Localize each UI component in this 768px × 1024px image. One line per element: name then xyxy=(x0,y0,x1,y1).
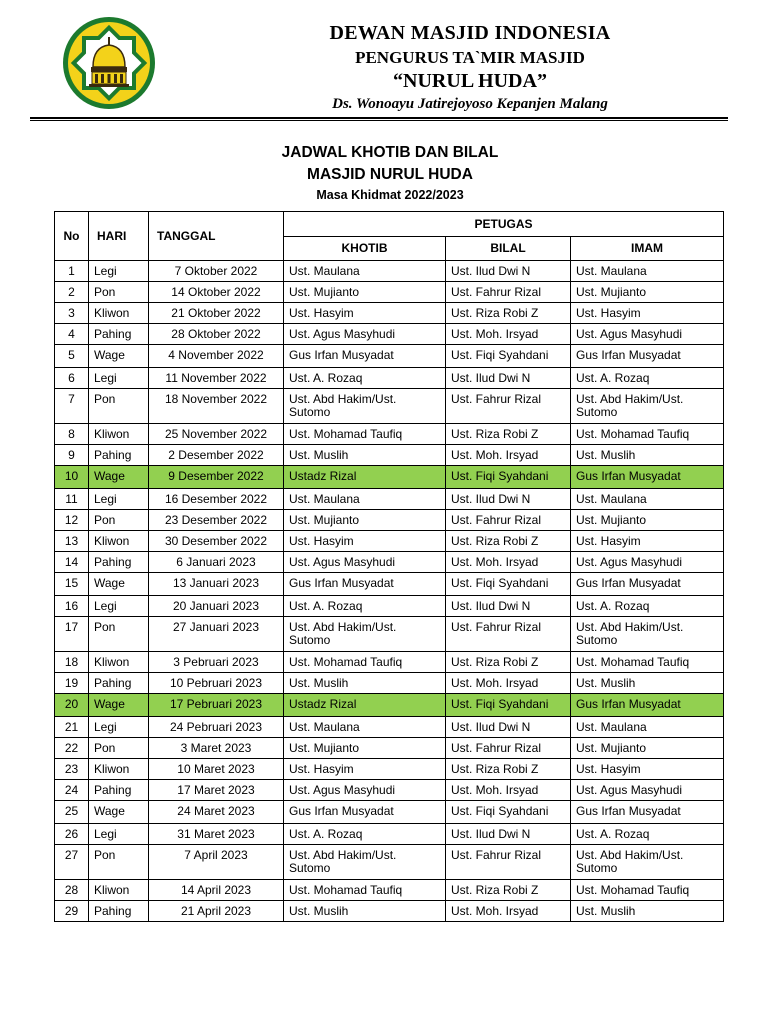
cell-khotib: Gus Irfan Musyadat xyxy=(284,573,446,596)
col-header-hari: HARI xyxy=(89,212,149,261)
cell-no: 23 xyxy=(55,759,89,780)
cell-imam: Ust. Maulana xyxy=(571,261,724,282)
cell-no: 3 xyxy=(55,303,89,324)
cell-bilal: Ust. Ilud Dwi N xyxy=(446,261,571,282)
cell-tanggal: 3 Pebruari 2023 xyxy=(149,652,284,673)
cell-imam: Ust. Agus Masyhudi xyxy=(571,324,724,345)
table-row xyxy=(55,324,724,345)
cell-khotib: Ust. Mohamad Taufiq xyxy=(284,880,446,901)
cell-no: 1 xyxy=(55,261,89,282)
cell-bilal: Ust. Riza Robi Z xyxy=(446,303,571,324)
col-header-tanggal: TANGGAL xyxy=(149,212,284,261)
cell-khotib: Ust. Mujianto xyxy=(284,510,446,531)
table-row xyxy=(55,738,724,759)
cell-hari: Wage xyxy=(89,466,149,489)
cell-tanggal: 24 Pebruari 2023 xyxy=(149,717,284,738)
cell-no: 24 xyxy=(55,780,89,801)
cell-imam: Ust. Mohamad Taufiq xyxy=(571,880,724,901)
col-header-imam: IMAM xyxy=(571,237,724,261)
cell-bilal: Ust. Fahrur Rizal xyxy=(446,389,571,424)
cell-khotib: Ust. Maulana xyxy=(284,261,446,282)
cell-bilal: Ust. Ilud Dwi N xyxy=(446,824,571,845)
table-row xyxy=(55,282,724,303)
cell-imam: Ust. Muslih xyxy=(571,673,724,694)
cell-imam: Gus Irfan Musyadat xyxy=(571,573,724,596)
cell-khotib: Ustadz Rizal xyxy=(284,694,446,717)
cell-imam: Ust. Mohamad Taufiq xyxy=(571,652,724,673)
cell-bilal: Ust. Ilud Dwi N xyxy=(446,596,571,617)
table-row xyxy=(55,694,724,717)
cell-hari: Pahing xyxy=(89,901,149,922)
cell-no: 20 xyxy=(55,694,89,717)
table-row xyxy=(55,801,724,824)
cell-no: 18 xyxy=(55,652,89,673)
table-row xyxy=(55,652,724,673)
cell-imam: Gus Irfan Musyadat xyxy=(571,694,724,717)
cell-hari: Pon xyxy=(89,282,149,303)
cell-no: 22 xyxy=(55,738,89,759)
org-name: DEWAN MASJID INDONESIA xyxy=(329,22,611,44)
cell-hari: Pahing xyxy=(89,780,149,801)
cell-imam: Ust. Muslih xyxy=(571,445,724,466)
cell-no: 5 xyxy=(55,345,89,368)
cell-tanggal: 10 Maret 2023 xyxy=(149,759,284,780)
cell-bilal: Ust. Riza Robi Z xyxy=(446,652,571,673)
col-header-no: No xyxy=(55,212,89,261)
cell-no: 4 xyxy=(55,324,89,345)
cell-bilal: Ust. Ilud Dwi N xyxy=(446,717,571,738)
col-header-petugas: PETUGAS xyxy=(284,212,724,237)
header-divider-thin xyxy=(30,120,728,121)
cell-no: 16 xyxy=(55,596,89,617)
cell-tanggal: 14 April 2023 xyxy=(149,880,284,901)
cell-bilal: Ust. Fahrur Rizal xyxy=(446,738,571,759)
cell-no: 19 xyxy=(55,673,89,694)
cell-hari: Pahing xyxy=(89,445,149,466)
cell-hari: Pahing xyxy=(89,324,149,345)
cell-imam: Ust. A. Rozaq xyxy=(571,824,724,845)
cell-bilal: Ust. Fahrur Rizal xyxy=(446,510,571,531)
cell-imam: Ust. Abd Hakim/Ust. Sutomo xyxy=(571,617,724,652)
cell-bilal: Ust. Moh. Irsyad xyxy=(446,552,571,573)
cell-tanggal: 27 Januari 2023 xyxy=(149,617,284,652)
cell-hari: Pon xyxy=(89,389,149,424)
cell-bilal: Ust. Moh. Irsyad xyxy=(446,673,571,694)
cell-hari: Kliwon xyxy=(89,531,149,552)
cell-khotib: Ust. Agus Masyhudi xyxy=(284,780,446,801)
table-row xyxy=(55,552,724,573)
cell-khotib: Gus Irfan Musyadat xyxy=(284,345,446,368)
table-row xyxy=(55,489,724,510)
cell-tanggal: 30 Desember 2022 xyxy=(149,531,284,552)
cell-bilal: Ust. Moh. Irsyad xyxy=(446,780,571,801)
cell-no: 17 xyxy=(55,617,89,652)
cell-tanggal: 17 Pebruari 2023 xyxy=(149,694,284,717)
cell-tanggal: 6 Januari 2023 xyxy=(149,552,284,573)
cell-bilal: Ust. Riza Robi Z xyxy=(446,880,571,901)
cell-imam: Ust. A. Rozaq xyxy=(571,368,724,389)
cell-no: 27 xyxy=(55,845,89,880)
table-row xyxy=(55,261,724,282)
cell-imam: Ust. Agus Masyhudi xyxy=(571,780,724,801)
cell-tanggal: 11 November 2022 xyxy=(149,368,284,389)
table-row xyxy=(55,531,724,552)
schedule-table xyxy=(54,211,724,922)
table-row xyxy=(55,424,724,445)
cell-tanggal: 20 Januari 2023 xyxy=(149,596,284,617)
cell-bilal: Ust. Fiqi Syahdani xyxy=(446,466,571,489)
cell-khotib: Ust. Mujianto xyxy=(284,738,446,759)
cell-khotib: Ust. Muslih xyxy=(284,901,446,922)
cell-bilal: Ust. Ilud Dwi N xyxy=(446,489,571,510)
cell-no: 21 xyxy=(55,717,89,738)
cell-tanggal: 18 November 2022 xyxy=(149,389,284,424)
org-subtitle: PENGURUS TA`MIR MASJID xyxy=(355,48,585,67)
cell-hari: Legi xyxy=(89,596,149,617)
cell-khotib: Ustadz Rizal xyxy=(284,466,446,489)
cell-khotib: Ust. Muslih xyxy=(284,445,446,466)
cell-imam: Ust. Maulana xyxy=(571,717,724,738)
table-row xyxy=(55,759,724,780)
cell-tanggal: 21 Oktober 2022 xyxy=(149,303,284,324)
cell-hari: Pon xyxy=(89,845,149,880)
schedule-rows xyxy=(55,261,724,922)
cell-khotib: Ust. Agus Masyhudi xyxy=(284,552,446,573)
table-row xyxy=(55,445,724,466)
cell-khotib: Ust. Hasyim xyxy=(284,759,446,780)
table-row xyxy=(55,368,724,389)
cell-no: 10 xyxy=(55,466,89,489)
table-row xyxy=(55,717,724,738)
cell-hari: Kliwon xyxy=(89,880,149,901)
cell-bilal: Ust. Fiqi Syahdani xyxy=(446,573,571,596)
cell-hari: Wage xyxy=(89,694,149,717)
cell-khotib: Ust. Mohamad Taufiq xyxy=(284,652,446,673)
table-row xyxy=(55,510,724,531)
cell-no: 28 xyxy=(55,880,89,901)
cell-khotib: Ust. Abd Hakim/Ust. Sutomo xyxy=(284,389,446,424)
cell-bilal: Ust. Fahrur Rizal xyxy=(446,282,571,303)
cell-tanggal: 4 November 2022 xyxy=(149,345,284,368)
cell-imam: Ust. Muslih xyxy=(571,901,724,922)
cell-tanggal: 2 Desember 2022 xyxy=(149,445,284,466)
table-row xyxy=(55,780,724,801)
cell-no: 2 xyxy=(55,282,89,303)
mosque-logo-icon xyxy=(61,15,157,111)
table-row xyxy=(55,389,724,424)
cell-khotib: Ust. Hasyim xyxy=(284,303,446,324)
cell-hari: Kliwon xyxy=(89,759,149,780)
document-title: JADWAL KHOTIB DAN BILAL xyxy=(281,144,499,161)
table-row xyxy=(55,845,724,880)
cell-imam: Ust. Hasyim xyxy=(571,303,724,324)
cell-no: 13 xyxy=(55,531,89,552)
cell-no: 14 xyxy=(55,552,89,573)
cell-tanggal: 23 Desember 2022 xyxy=(149,510,284,531)
cell-tanggal: 13 Januari 2023 xyxy=(149,573,284,596)
cell-imam: Ust. Hasyim xyxy=(571,759,724,780)
cell-tanggal: 7 April 2023 xyxy=(149,845,284,880)
table-row xyxy=(55,596,724,617)
cell-bilal: Ust. Moh. Irsyad xyxy=(446,324,571,345)
cell-hari: Pahing xyxy=(89,552,149,573)
cell-khotib: Ust. A. Rozaq xyxy=(284,824,446,845)
cell-tanggal: 7 Oktober 2022 xyxy=(149,261,284,282)
cell-bilal: Ust. Fiqi Syahdani xyxy=(446,345,571,368)
cell-no: 26 xyxy=(55,824,89,845)
cell-khotib: Gus Irfan Musyadat xyxy=(284,801,446,824)
address: Ds. Wonoayu Jatirejoyoso Kepanjen Malang xyxy=(332,96,608,112)
cell-imam: Ust. Mujianto xyxy=(571,738,724,759)
cell-no: 12 xyxy=(55,510,89,531)
cell-bilal: Ust. Riza Robi Z xyxy=(446,759,571,780)
cell-tanggal: 10 Pebruari 2023 xyxy=(149,673,284,694)
cell-bilal: Ust. Fiqi Syahdani xyxy=(446,801,571,824)
cell-hari: Wage xyxy=(89,573,149,596)
cell-imam: Ust. Abd Hakim/Ust. Sutomo xyxy=(571,389,724,424)
cell-no: 25 xyxy=(55,801,89,824)
cell-hari: Wage xyxy=(89,801,149,824)
table-row xyxy=(55,824,724,845)
table-row xyxy=(55,573,724,596)
cell-tanggal: 16 Desember 2022 xyxy=(149,489,284,510)
cell-hari: Kliwon xyxy=(89,303,149,324)
cell-khotib: Ust. Mujianto xyxy=(284,282,446,303)
cell-imam: Ust. Mohamad Taufiq xyxy=(571,424,724,445)
table-row xyxy=(55,880,724,901)
cell-no: 29 xyxy=(55,901,89,922)
cell-hari: Pahing xyxy=(89,673,149,694)
cell-imam: Ust. Mujianto xyxy=(571,282,724,303)
table-row xyxy=(55,466,724,489)
header-divider xyxy=(30,117,728,119)
cell-hari: Wage xyxy=(89,345,149,368)
cell-imam: Gus Irfan Musyadat xyxy=(571,345,724,368)
cell-imam: Ust. Hasyim xyxy=(571,531,724,552)
cell-bilal: Ust. Ilud Dwi N xyxy=(446,368,571,389)
cell-bilal: Ust. Moh. Irsyad xyxy=(446,445,571,466)
cell-bilal: Ust. Riza Robi Z xyxy=(446,424,571,445)
cell-no: 11 xyxy=(55,489,89,510)
col-header-khotib: KHOTIB xyxy=(284,237,446,261)
mosque-dome-emblem-icon xyxy=(61,15,157,111)
cell-no: 9 xyxy=(55,445,89,466)
cell-tanggal: 14 Oktober 2022 xyxy=(149,282,284,303)
cell-no: 15 xyxy=(55,573,89,596)
table-row xyxy=(55,901,724,922)
cell-hari: Legi xyxy=(89,824,149,845)
cell-tanggal: 31 Maret 2023 xyxy=(149,824,284,845)
cell-khotib: Ust. Abd Hakim/Ust. Sutomo xyxy=(284,845,446,880)
document-subtitle: MASJID NURUL HUDA xyxy=(307,166,473,183)
cell-imam: Ust. Mujianto xyxy=(571,510,724,531)
cell-khotib: Ust. Mohamad Taufiq xyxy=(284,424,446,445)
cell-tanggal: 21 April 2023 xyxy=(149,901,284,922)
cell-bilal: Ust. Fahrur Rizal xyxy=(446,845,571,880)
cell-tanggal: 28 Oktober 2022 xyxy=(149,324,284,345)
cell-tanggal: 17 Maret 2023 xyxy=(149,780,284,801)
cell-no: 7 xyxy=(55,389,89,424)
cell-khotib: Ust. Muslih xyxy=(284,673,446,694)
table-row xyxy=(55,345,724,368)
mosque-name: “NURUL HUDA” xyxy=(393,70,547,92)
cell-hari: Pon xyxy=(89,738,149,759)
cell-bilal: Ust. Fiqi Syahdani xyxy=(446,694,571,717)
cell-tanggal: 24 Maret 2023 xyxy=(149,801,284,824)
cell-hari: Legi xyxy=(89,368,149,389)
cell-hari: Legi xyxy=(89,489,149,510)
col-header-bilal: BILAL xyxy=(446,237,571,261)
cell-khotib: Ust. Hasyim xyxy=(284,531,446,552)
table-row xyxy=(55,673,724,694)
cell-hari: Pon xyxy=(89,510,149,531)
cell-hari: Legi xyxy=(89,717,149,738)
cell-tanggal: 9 Desember 2022 xyxy=(149,466,284,489)
cell-imam: Ust. A. Rozaq xyxy=(571,596,724,617)
cell-hari: Pon xyxy=(89,617,149,652)
cell-imam: Ust. Abd Hakim/Ust. Sutomo xyxy=(571,845,724,880)
cell-bilal: Ust. Riza Robi Z xyxy=(446,531,571,552)
cell-imam: Ust. Agus Masyhudi xyxy=(571,552,724,573)
service-period: Masa Khidmat 2022/2023 xyxy=(316,188,464,202)
cell-tanggal: 25 November 2022 xyxy=(149,424,284,445)
cell-khotib: Ust. Agus Masyhudi xyxy=(284,324,446,345)
cell-khotib: Ust. A. Rozaq xyxy=(284,368,446,389)
cell-khotib: Ust. Abd Hakim/Ust. Sutomo xyxy=(284,617,446,652)
cell-hari: Kliwon xyxy=(89,424,149,445)
cell-hari: Kliwon xyxy=(89,652,149,673)
table-row xyxy=(55,303,724,324)
cell-tanggal: 3 Maret 2023 xyxy=(149,738,284,759)
cell-imam: Ust. Maulana xyxy=(571,489,724,510)
cell-bilal: Ust. Moh. Irsyad xyxy=(446,901,571,922)
cell-imam: Gus Irfan Musyadat xyxy=(571,801,724,824)
cell-no: 6 xyxy=(55,368,89,389)
table-row xyxy=(55,617,724,652)
cell-khotib: Ust. Maulana xyxy=(284,489,446,510)
cell-hari: Legi xyxy=(89,261,149,282)
cell-bilal: Ust. Fahrur Rizal xyxy=(446,617,571,652)
cell-no: 8 xyxy=(55,424,89,445)
cell-imam: Gus Irfan Musyadat xyxy=(571,466,724,489)
cell-khotib: Ust. Maulana xyxy=(284,717,446,738)
cell-khotib: Ust. A. Rozaq xyxy=(284,596,446,617)
